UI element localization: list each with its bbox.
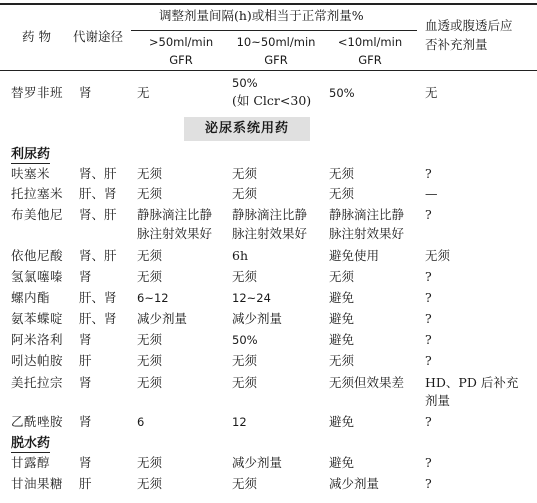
table-row-route: 肾、肝 xyxy=(79,207,117,222)
table-row-lt10: 避免 xyxy=(329,455,355,470)
header-adjust: 调整剂量间隔(h)或相当于正常剂量% xyxy=(159,8,364,23)
table-row-gt50: 无须 xyxy=(137,248,163,263)
group-heading-diuretics xyxy=(11,143,50,162)
table-row-dialysis: 无须 xyxy=(425,248,451,263)
header-col-10-50: 10~50ml/min xyxy=(236,35,316,49)
header-drug: 药 物 xyxy=(22,29,51,44)
table-row-mid: 减少剂量 xyxy=(232,311,283,326)
table-row-drug: 美托拉宗 xyxy=(11,375,64,390)
header-col-lt10: <10ml/min xyxy=(337,35,403,49)
table-row-dialysis: ? xyxy=(425,353,432,368)
table-row-lt10: 避免 xyxy=(329,290,355,305)
header-route: 代谢途径 xyxy=(73,29,124,44)
table-row-gt50: 无须 xyxy=(137,269,163,284)
top-row-gt50: 无 xyxy=(137,85,150,100)
group-heading-label: 脱水药 xyxy=(11,436,51,451)
table-row-lt10: 避免 xyxy=(329,311,355,326)
table-row-dialysis: HD、PD 后补充 xyxy=(425,375,519,390)
top-row-drug: 替罗非班 xyxy=(11,85,64,100)
table-row-drug: 乙酰唑胺 xyxy=(11,414,64,429)
table-row-route: 肾、肝 xyxy=(79,166,117,181)
header-dialysis: 血透或腹透后应 xyxy=(425,18,513,33)
table-row-lt10: 避免 xyxy=(329,332,355,347)
table-row-mid: 无须 xyxy=(232,476,258,491)
table-row-drug: 氨苯蝶啶 xyxy=(11,311,64,326)
table-row-dialysis: ? xyxy=(425,290,432,305)
table-row-lt10: 静脉滴注比静 xyxy=(329,207,405,222)
table-row-lt10-line2: 脉注射效果好 xyxy=(329,226,405,241)
table-row-gt50: 静脉滴注比静 xyxy=(137,207,213,222)
header-col-gt50: >50ml/min xyxy=(148,35,214,49)
table-row-gt50-line2: 脉注射效果好 xyxy=(137,226,213,241)
table-row-dialysis: ? xyxy=(425,476,432,491)
table-row-drug: 甘油果糖 xyxy=(11,476,64,491)
table-row-dialysis: ? xyxy=(425,207,432,222)
top-row-route: 肾 xyxy=(79,85,92,100)
table-row-gt50: 6~12 xyxy=(137,291,169,305)
table-row-gt50: 减少剂量 xyxy=(137,311,188,326)
table-row-dialysis: ? xyxy=(425,311,432,326)
table-row-lt10: 无须 xyxy=(329,166,355,181)
table-row-drug: 依他尼酸 xyxy=(11,248,64,263)
table-row-drug: 吲达帕胺 xyxy=(11,353,64,368)
table-row-gt50: 6 xyxy=(137,415,145,429)
table-row-gt50: 无须 xyxy=(137,455,163,470)
table-row-lt10: 避免使用 xyxy=(329,248,380,263)
table-row-dialysis: ? xyxy=(425,269,432,284)
table-row-gt50: 无须 xyxy=(137,375,163,390)
table-row-route: 肾、肝 xyxy=(79,248,117,263)
table-row-dialysis: ? xyxy=(425,332,432,347)
table-row-mid: 6h xyxy=(232,248,249,263)
header-dialysis-2: 否补充剂量 xyxy=(425,37,488,52)
table-row-route: 肾 xyxy=(79,332,92,347)
group-heading-label: 利尿药 xyxy=(11,147,51,162)
top-row-mid-2: (如 Clcr<30) xyxy=(232,93,312,108)
table-row-lt10: 无须但效果差 xyxy=(329,375,405,390)
table-row-drug: 甘露醇 xyxy=(11,455,51,470)
table-row-route: 肾 xyxy=(79,414,92,429)
table-row-drug: 阿米洛利 xyxy=(11,332,64,347)
table-row-dialysis-line2: 剂量 xyxy=(425,393,451,408)
table-row-gt50: 无须 xyxy=(137,476,163,491)
table-row-route: 肾 xyxy=(79,375,92,390)
table-row-gt50: 无须 xyxy=(137,186,163,201)
table-row-dialysis: — xyxy=(425,186,438,201)
header-mid-rule xyxy=(131,30,417,31)
table-row-mid-line2: 脉注射效果好 xyxy=(232,226,308,241)
table-row-mid: 50% xyxy=(232,333,258,347)
group-heading-underline xyxy=(11,452,50,453)
table-row-drug: 螺内酯 xyxy=(11,290,51,305)
table-row-drug: 氢氯噻嗪 xyxy=(11,269,64,284)
header-col-gt50-gfr: GFR xyxy=(169,53,193,67)
table-row-route: 肝 xyxy=(79,476,92,491)
table-row-gt50: 无须 xyxy=(137,166,163,181)
table-row-lt10: 避免 xyxy=(329,414,355,429)
table-row-dialysis: ? xyxy=(425,414,432,429)
table-row-gt50: 无须 xyxy=(137,332,163,347)
table-row-mid: 12~24 xyxy=(232,291,271,305)
table-row-dialysis: ? xyxy=(425,455,432,470)
table-row-mid: 无须 xyxy=(232,269,258,284)
table-row-route: 肾 xyxy=(79,455,92,470)
table-row-mid: 12 xyxy=(232,415,247,429)
top-row-dialysis: 无 xyxy=(425,85,438,100)
table-row-lt10: 减少剂量 xyxy=(329,476,380,491)
table-row-route: 肝 xyxy=(79,353,92,368)
section-title: 泌尿系统用药 xyxy=(204,121,289,136)
table-row-route: 肝、肾 xyxy=(79,186,117,201)
table-row-drug: 呋塞米 xyxy=(11,166,51,181)
header-bottom-rule xyxy=(0,70,537,71)
group-heading-underline xyxy=(11,163,50,164)
table-row-route: 肝、肾 xyxy=(79,311,117,326)
table-row-route: 肾 xyxy=(79,269,92,284)
table-row-drug: 布美他尼 xyxy=(11,207,64,222)
table-row-mid: 无须 xyxy=(232,186,258,201)
table-row-mid: 静脉滴注比静 xyxy=(232,207,308,222)
table-row-mid: 无须 xyxy=(232,166,258,181)
table-row-route: 肝、肾 xyxy=(79,290,117,305)
table-row-lt10: 无须 xyxy=(329,186,355,201)
table-row-drug: 托拉塞米 xyxy=(11,186,64,201)
table-row-lt10: 无须 xyxy=(329,269,355,284)
table-row-mid: 减少剂量 xyxy=(232,455,283,470)
table-row-lt10: 无须 xyxy=(329,353,355,368)
top-row-mid: 50% xyxy=(232,76,258,90)
header-col-lt10-gfr: GFR xyxy=(358,53,382,67)
table-top-rule xyxy=(0,3,537,5)
table-row-mid: 无须 xyxy=(232,375,258,390)
header-col-10-50-gfr: GFR xyxy=(264,53,288,67)
table-row-dialysis: ? xyxy=(425,166,432,181)
table-row-mid: 无须 xyxy=(232,353,258,368)
group-heading-dehydrating xyxy=(11,432,50,451)
table-row-gt50: 无须 xyxy=(137,353,163,368)
top-row-lt10: 50% xyxy=(329,86,355,100)
